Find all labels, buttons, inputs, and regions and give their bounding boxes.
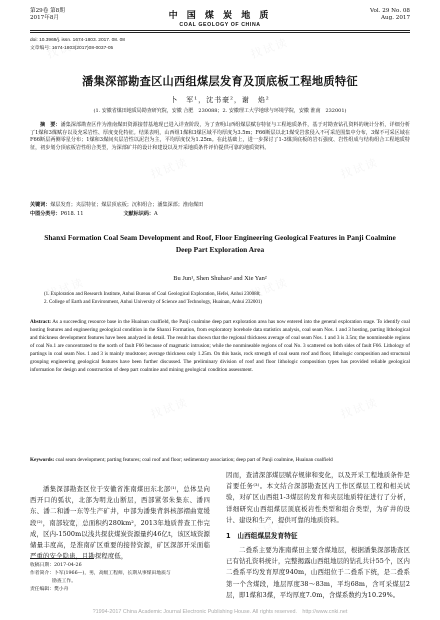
copyright-notice: ?1994-2017 China Academic Journal Electronic Publishing House. All rights reserved. http://www.cnki.net (92, 609, 348, 615)
keywords-cn-label: 关键词： (30, 202, 51, 208)
keywords-cn (30, 202, 410, 209)
affiliation-en-1: (1. Exploration and Research Institute, Anhui Bureau of Coal Geological Exploration, Hefei, Anhui 230088; (44, 292, 261, 297)
clc-label: 中图分类号： (30, 211, 61, 217)
watermark (338, 394, 380, 422)
doc-code-label: 文献标识码： (123, 211, 155, 217)
footnotes (30, 562, 210, 594)
article-number: 文章编号: 1674-1803(2017)08-0037-05 (30, 46, 114, 51)
header-rule (30, 30, 410, 33)
affiliation-cn: (1. 安徽省煤田地质局勘查研究院，安徽 合肥 230088；2. 安徽理工大学地球与环境学院，安徽 淮南 232001) (93, 108, 347, 114)
body-right-column (226, 470, 410, 601)
date-en: Aug. 2017 (380, 15, 410, 21)
doi-line: doi: 10.3969/j. issn. 1674-1803. 2017. 08. 08 (30, 38, 125, 43)
abstract-en-label: Abstract: (30, 319, 52, 325)
page-header (30, 8, 410, 30)
footnote-rule (30, 558, 94, 559)
body-right-paragraph-2: 二叠系主要为淮南煤田主要含煤地层，根据潘集深部勘查区已有钻孔资料统计，完整揭露山西组地层的钻孔共计55个，区内二叠系平均发育厚度940m，山西组位于二叠系下统，是二叠系第一个含煤段，地层厚度38～83m，平均68m，含可采煤层2层，即1煤和3煤，平均厚度7.0m，含煤系数约为10.29%。 (226, 546, 410, 599)
title-cn: 潘集深部勘查区山西组煤层发育及顶底板工程地质特征 (82, 75, 358, 88)
body-left-column: 潘集深部勘查区位于安徽省淮南煤田东北部⁽¹⁾，总体呈向西开口的弧状，北部为明龙山断层，西部紧邻朱集东、潘四东、潘二和潘一东等生产矿井，中部为潘集背斜核部褶曲宽缓段⁽²⁾，南部较宽，总面积约280km²，2013年地质普查工作完成，区内-1500m以浅共探获煤炭资源量约46亿t，该区域资源储量丰度高，是淮南矿区重要的接替资源，矿区深部开采面临严重的安全隐患，且勘探程度低， (30, 485, 210, 561)
abstract-cn-label: 摘 要： (40, 122, 61, 128)
watermark (148, 394, 190, 422)
keywords-cn-text: 煤层发育；夹层特征；煤层顶底板；沉积组合；潘集深部；淮南煤田 (50, 202, 204, 208)
watermark (148, 154, 190, 182)
body-right-paragraph-1: 因而，查清深部煤层赋存规律和变化，以及开采工程地质条件是首要任务⁽³⁾。本文结合深部勘查区内工作区煤层工程和相关试验，对矿区山西组1-3煤层的发育和夹层地质特征进行了分析，详细研究山西组煤层顶底板岩性类型和组合类型，为矿井的设计、建设和生产，提供可靠的地质资料。 (226, 471, 410, 524)
watermark (338, 154, 380, 182)
clc-value: P618. 11 (60, 211, 84, 217)
date-cn: 2017年8月 (30, 15, 59, 21)
abstract-en (30, 318, 410, 374)
keywords-en-label: Keywords: (30, 457, 55, 463)
footnote-author-cont: 勘查工作。 (52, 579, 76, 584)
footnote-author: 作者简介：卜军(1966—)，男，高级工程师，长期从事煤田地质与 (30, 571, 171, 576)
journal-name-en: COAL GEOLOGY OF CHINA (179, 22, 261, 28)
section-1-heading: 1 山西组煤层发育特征 (226, 532, 298, 541)
volume-en: Vol. 29 No. 08 (370, 8, 410, 14)
keywords-en-text: coal seam development; parting features; coal roof and floor; sedimentary association; deep part of Panji coalmine, Huainan coalfield (55, 457, 333, 463)
watermark (248, 34, 290, 62)
journal-name-cn: 中 国 煤 炭 地 质 (168, 11, 272, 21)
classification-cn (30, 211, 410, 218)
header-center (30, 8, 410, 28)
volume-cn: 第29卷 第8期 (30, 8, 65, 14)
abstract-cn (30, 122, 410, 152)
authors-en: Bu Jun¹, Shen Shuhao² and Xie Yan² (173, 275, 267, 282)
affiliation-en-2: 2. College of Earth and Environment, Anhui University of Science and Technology, Huainan, Anhui 232001) (44, 300, 263, 305)
title-en: Shanxi Formation Coal Seam Development and Roof, Floor Engineering Geological Features in Panji Coalmine Deep Part Exploration Area (44, 233, 396, 254)
header-right (370, 8, 410, 22)
keywords-en (30, 456, 410, 464)
authors-cn: 卜 军¹，沈书豪²，谢 焰² (170, 96, 270, 104)
footnote-editor: 责任编辑：樊小舟 (30, 587, 69, 592)
abstract-en-text: As a succeeding resource base in the Huainan coalfield, the Panji coalmine deep part exploration area has now entered into the general exploration stage. To identify coal hosting features and engineering geological condition in the Shanxi Formation, from exploratory borehole data statistics analysis, coal seam Nos. 1 and 3 hosting, parting lithological and thickness development features have been analyzed in detail. The result has shown that the regional thickness average of coal seam Nos. 1 and 3 is 3.5m; the nonmineable regions of coal No.1 are concentrated to the north of fault F66 because of magmatic intrusion; while the nonmineable regions of coal No. 3 scattered on both sides of fault F66. Lithology of partings in coal seam Nos. 1 and 3 is mainly mudstone; average thickness only 1.25m. On this basis, rock strength of coal seam roof and floor, lithologic composition and structural grouping engineering geological features have been further discussed. The preliminary division of roof and floor lithologic composition types has provided reliable geological information for design and construction of deep part coalmine and mining geological condition assessment. (30, 319, 410, 374)
abstract-cn-text: 潘集深部勘查区作为淮南煤田资源接替基地现已进入详查阶段，为了查明山西组煤层赋存特征与工程地质条件，基于对勘查钻孔资料的统计分析，详细分析了1煤和3煤赋存以及充采岩性、厚度变化特征。结果表明，山西组1煤和3煤区域平均厚度为3.5m；F66断层以北1煤受岩浆侵入不可采范围集中分布，3煤不可采区域在F66断层两侧零星分布；1煤和3煤间夹层岩性以泥岩为主，平均厚度仅为1.25m。在此基础上，进一步探讨了1-3煤顶底板的岩石强度、岩性组成与结构组合工程地质特征，初步划分顶底板岩性组合类型，为深部矿井的设计和建设以及开采地质条件评价提供可靠的地质资料。 (30, 122, 410, 151)
footnote-received: 收稿日期：2017-04-26 (30, 563, 82, 568)
doc-code-value: A (154, 211, 158, 217)
